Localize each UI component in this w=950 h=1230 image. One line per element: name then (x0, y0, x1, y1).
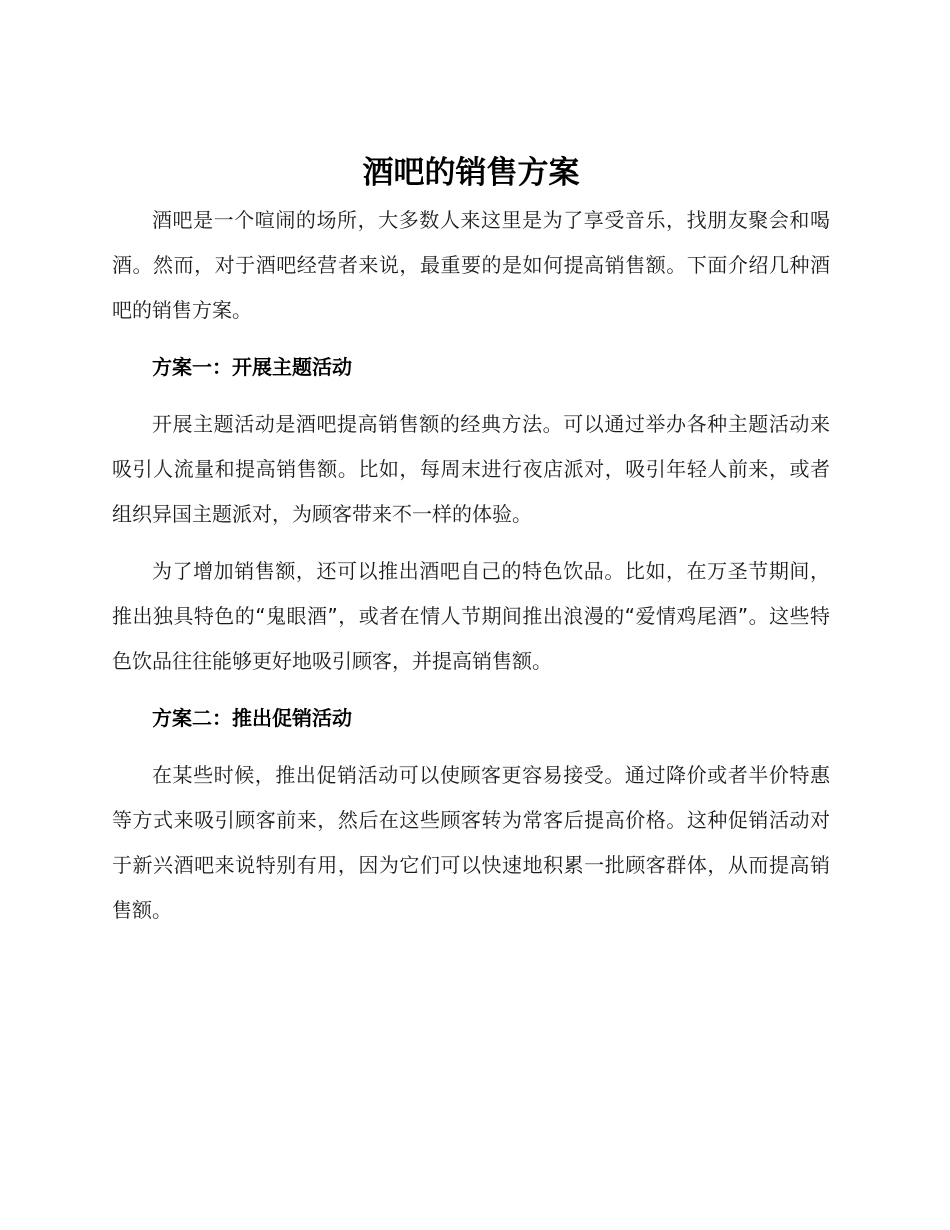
section-2-paragraph-1: 在某些时候，推出促销活动可以使顾客更容易接受。通过降价或者半价特惠等方式来吸引顾客前来，然后在这些顾客转为常客后提高价格。这种促销活动对于新兴酒吧来说特别有用，因为它们可以快速地积累一批顾客群体，从而提高销售额。 (112, 763, 830, 922)
section-1-paragraph-2: 为了增加销售额，还可以推出酒吧自己的特色饮品。比如，在万圣节期间，推出独具特色的“鬼眼酒”，或者在情人节期间推出浪漫的“爱情鸡尾酒”。这些特色饮品往往能够更好地吸引顾客，并提高销售额。 (112, 559, 830, 673)
section-1-heading: 方案一：开展主题活动 (152, 355, 352, 379)
intro-paragraph: 酒吧是一个喧闹的场所，大多数人来这里是为了享受音乐，找朋友聚会和喝酒。然而，对于酒吧经营者来说，最重要的是如何提高销售额。下面介绍几种酒吧的销售方案。 (112, 208, 830, 322)
section-1-paragraph-1: 开展主题活动是酒吧提高销售额的经典方法。可以通过举办各种主题活动来吸引人流量和提高销售额。比如，每周末进行夜店派对，吸引年轻人前来，或者组织异国主题派对，为顾客带来不一样的体验。 (112, 412, 830, 526)
document-page (112, 150, 830, 933)
section-2-heading: 方案二：推出促销活动 (152, 706, 352, 730)
document-title: 酒吧的销售方案 (362, 155, 580, 191)
